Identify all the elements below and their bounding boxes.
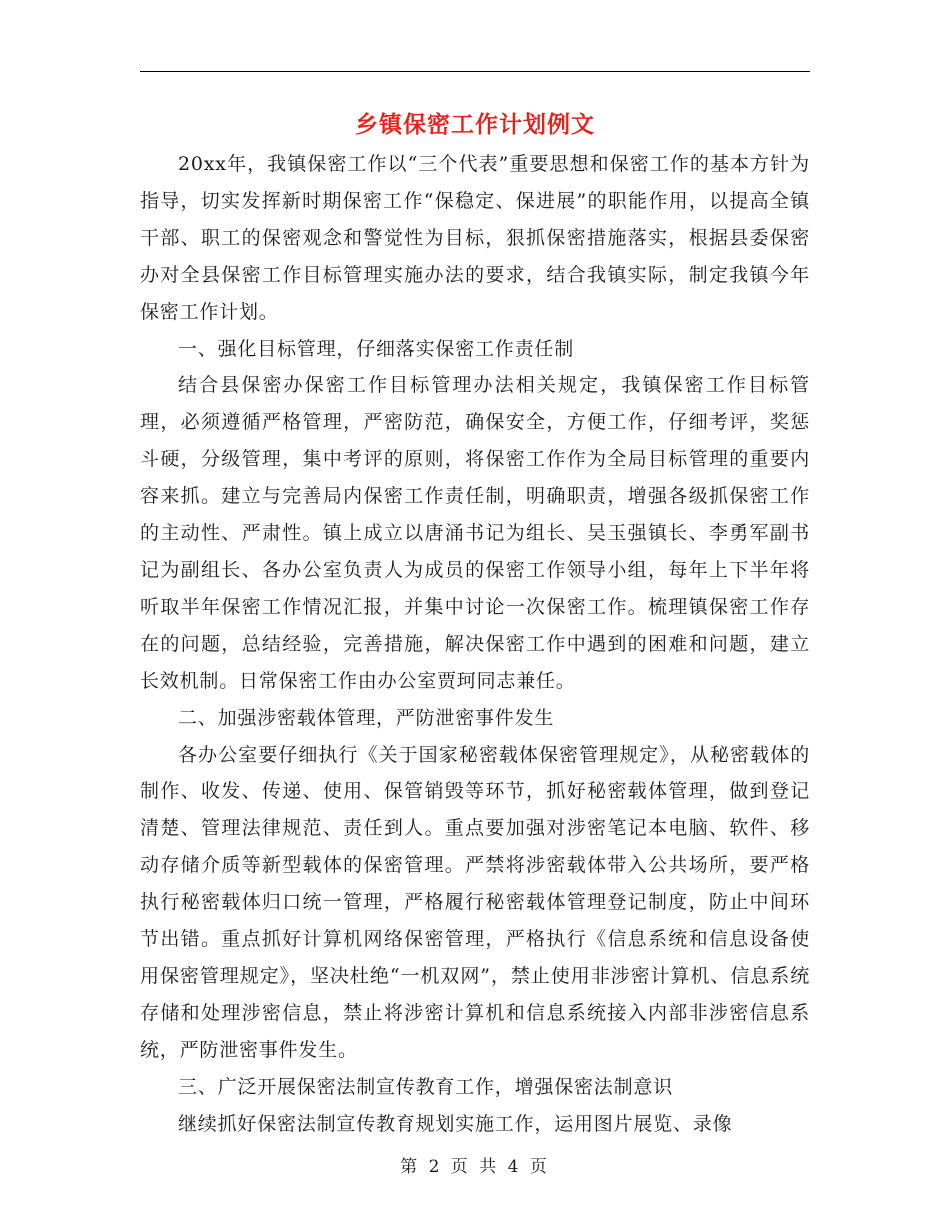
section-1-paragraph: 结合县保密办保密工作目标管理办法相关规定，我镇保密工作目标管理，必须遵循严格管理，严密防范，确保安全，方便工作，仔细考评，奖惩斗硬，分级管理，集中考评的原则，将保密工作作为全局目标管理的重要内容来抓。建立与完善局内保密工作责任制，明确职责，增强各级抓保密工作的主动性、严肃性。镇上成立以唐涌书记为组长、吴玉强镇长、李勇军副书记为副组长、各办公室负责人为成员的保密工作领导小组，每年上下半年将听取半年保密工作情况汇报，并集中讨论一次保密工作。梳理镇保密工作存在的问题，总结经验，完善措施，解决保密工作中遇到的困难和问题，建立长效机制。日常保密工作由办公室贾珂同志兼任。 [140,374,810,692]
intro-paragraph: 20xx年，我镇保密工作以“三个代表”重要思想和保密工作的基本方针为指导，切实发挥新时期保密工作“保稳定、保进展”的职能作用，以提高全镇干部、职工的保密观念和警觉性为目标，狠抓保密措施落实，根据县委保密办对全县保密工作目标管理实施办法的要求，结合我镇实际，制定我镇今年保密工作计划。 [140,153,810,323]
document-body [140,146,810,1142]
section-heading-1: 一、强化目标管理，仔细落实保密工作责任制 [178,337,575,360]
document-title: 乡镇保密工作计划例文 [355,111,595,138]
section-3-paragraph: 继续抓好保密法制宣传教育规划实施工作，运用图片展览、录像 [178,1112,733,1135]
section-2-paragraph: 各办公室要仔细执行《关于国家秘密载体保密管理规定》，从秘密载体的制作、收发、传递、使用、保管销毁等环节，抓好秘密载体管理，做到登记清楚、管理法律规范、责任到人。重点要加强对涉密笔记本电脑、软件、移动存储介质等新型载体的保密管理。严禁将涉密载体带入公共场所，要严格执行秘密载体归口统一管理，严格履行秘密载体管理登记制度，防止中间环节出错。重点抓好计算机网络保密管理，严格执行《信息系统和信息设备使用保密管理规定》，坚决杜绝“一机双网”，禁止使用非涉密计算机、信息系统存储和处理涉密信息，禁止将涉密计算机和信息系统接入内部非涉密信息系统，严防泄密事件发生。 [140,743,810,1061]
page-number: 第 2 页 共 4 页 [400,1157,550,1177]
section-heading-3: 三、广泛开展保密法制宣传教育工作，增强保密法制意识 [178,1075,674,1098]
section-heading-2: 二、加强涉密载体管理，严防泄密事件发生 [178,706,555,729]
header-rule [140,71,810,72]
